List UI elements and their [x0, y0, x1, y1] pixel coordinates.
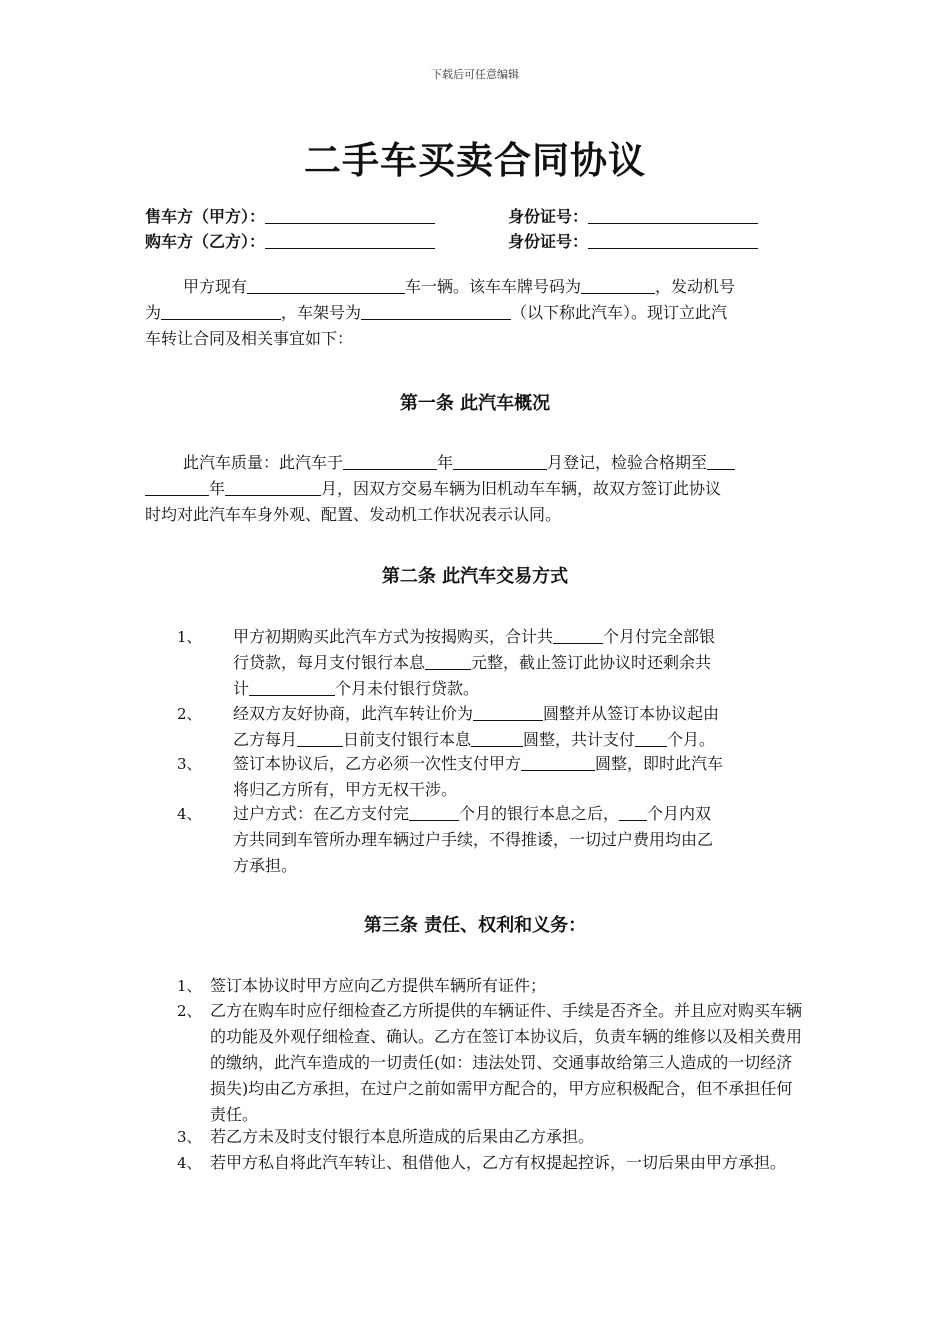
article-2-item-2-line-2	[233, 727, 715, 753]
article-2-heading: 第二条 此汽车交易方式	[381, 566, 569, 587]
transfer-price-blank[interactable]	[473, 706, 543, 721]
intro-line-2	[145, 300, 727, 326]
article-2-item-4-line-1	[233, 801, 711, 827]
article-2-item-4-line-3: 方承担。	[233, 856, 298, 875]
inspection-blank-a[interactable]	[707, 455, 735, 470]
item-text: 过户方式：在乙方支付完	[233, 804, 410, 823]
article-2-item-1-line-2	[233, 650, 711, 676]
article-1-line-3: 时均对此汽车车身外观、配置、发动机工作状况表示认同。	[145, 505, 562, 524]
intro-text: 为	[145, 303, 162, 322]
article-2-item-2-line-1	[233, 701, 719, 727]
inspection-month-blank[interactable]	[225, 481, 321, 496]
seller-id-row	[508, 204, 758, 227]
item-text: 乙方每月	[233, 730, 298, 749]
lump-sum-blank[interactable]	[521, 756, 595, 771]
seller-label: 售车方（甲方）：	[145, 207, 266, 226]
article-2-item-4-line-2: 方共同到车管所办理车辆过户手续，不得推诿，一切过户费用均由乙	[233, 830, 714, 849]
total-months-blank[interactable]	[553, 629, 603, 644]
item-text: 签订本协议后，乙方必须一次性支付甲方	[233, 754, 522, 773]
item-text: 个月内双	[647, 804, 712, 823]
article-3-heading: 第三条 责任、权利和义务：	[363, 915, 587, 936]
article-2-item-1-line-1	[233, 624, 715, 650]
plate-number-blank[interactable]	[581, 279, 655, 294]
item-text: 经双方友好协商，此汽车转让价为	[233, 704, 474, 723]
item-text: 个月未付银行贷款。	[335, 679, 480, 698]
register-year-blank[interactable]	[343, 455, 437, 470]
inspection-year-blank[interactable]	[145, 481, 209, 496]
article-3-item-3: 若乙方未及时支付银行本息所造成的后果由乙方承担。	[210, 1127, 595, 1146]
item-text: 行贷款，每月支付银行本息	[233, 653, 426, 672]
article-1-line-1	[183, 450, 735, 476]
item-text: 甲方初期购买此汽车方式为按揭购买，合计共	[233, 627, 554, 646]
list-item-number: 1、	[177, 977, 202, 995]
article-text: 月，因双方交易车辆为旧机动车车辆，故双方签订此协议	[321, 479, 722, 498]
article-2-item-3-line-1	[233, 751, 723, 777]
item-text: 圆整，即时此汽车	[595, 754, 724, 773]
buyer-name-blank[interactable]	[265, 234, 435, 249]
list-item-number: 4、	[177, 1154, 202, 1172]
item-text: 计	[233, 679, 250, 698]
article-1-line-2	[145, 476, 721, 502]
intro-text: （以下称此汽车）。现订立此汽	[511, 303, 728, 322]
item-text: 圆整，共计支付	[523, 730, 636, 749]
payment-amount-blank[interactable]	[471, 732, 523, 747]
payment-day-blank[interactable]	[297, 732, 343, 747]
intro-text: ，发动机号	[655, 277, 736, 296]
vin-blank[interactable]	[361, 305, 511, 320]
list-item-number: 1、	[177, 628, 202, 646]
seller-id-label: 身份证号：	[508, 207, 589, 226]
item-text: 个月。	[667, 730, 716, 749]
intro-line-1	[183, 274, 735, 300]
article-3-item-2: 乙方在购车时应仔细检查乙方所提供的车辆证件、手续是否齐全。并且应对购买车辆的功能及外观仔细检查、确认。乙方在签订本协议后，负责车辆的维修以及相关费用的缴纳，此汽车造成的一切责任(如：违法处罚、交通事故给第三人造成的一切经济损失)均由乙方承担，在过户之前如需甲方配合的，甲方应积极配合，但不承担任何责任。	[210, 1001, 803, 1124]
buyer-label: 购车方（乙方）：	[145, 232, 266, 251]
list-item-number: 4、	[177, 805, 202, 823]
article-2-item-1-line-3	[233, 676, 479, 702]
buyer-row	[145, 229, 435, 252]
intro-text: ，车架号为	[281, 303, 362, 322]
list-item-number: 2、	[177, 1002, 202, 1020]
article-text: 此汽车质量：此汽车于	[183, 453, 344, 472]
paid-months-blank[interactable]	[409, 806, 459, 821]
seller-id-blank[interactable]	[588, 209, 758, 224]
buyer-id-blank[interactable]	[588, 234, 758, 249]
list-item-number: 2、	[177, 705, 202, 723]
remaining-months-blank[interactable]	[249, 681, 335, 696]
register-month-blank[interactable]	[453, 455, 547, 470]
list-item-number: 3、	[177, 1128, 202, 1146]
item-text: 个月付完全部银	[603, 627, 716, 646]
engine-number-blank[interactable]	[161, 305, 281, 320]
intro-text: 车一辆。该车车牌号码为	[405, 277, 582, 296]
header-note: 下载后可任意编辑	[431, 68, 519, 81]
article-2-item-3-line-2: 将归乙方所有，甲方无权干涉。	[233, 780, 458, 799]
article-text: 月登记，检验合格期至	[547, 453, 708, 472]
buyer-id-row	[508, 229, 758, 252]
article-3-item-1: 签订本协议时甲方应向乙方提供车辆所有证件；	[210, 976, 547, 995]
intro-line-3: 车转让合同及相关事宜如下：	[145, 329, 354, 348]
page-title: 二手车买卖合同协议	[304, 139, 646, 182]
article-text: 年	[209, 479, 226, 498]
buyer-id-label: 身份证号：	[508, 232, 589, 251]
item-text: 日前支付银行本息	[343, 730, 472, 749]
item-text: 个月的银行本息之后，	[459, 804, 620, 823]
seller-name-blank[interactable]	[265, 209, 435, 224]
intro-text: 甲方现有	[183, 277, 248, 296]
transfer-within-months-blank[interactable]	[619, 806, 647, 821]
list-item-number: 3、	[177, 755, 202, 773]
payment-months-blank[interactable]	[635, 732, 667, 747]
item-text: 元整，截止签订此协议时还剩余共	[471, 653, 712, 672]
item-text: 圆整并从签订本协议起由	[543, 704, 720, 723]
article-3-item-4: 若甲方私自将此汽车转让、租借他人，乙方有权提起控诉，一切后果由甲方承担。	[210, 1153, 787, 1172]
article-text: 年	[437, 453, 454, 472]
car-model-blank[interactable]	[247, 279, 405, 294]
seller-row	[145, 204, 435, 227]
article-1-heading: 第一条 此汽车概况	[399, 393, 551, 414]
monthly-payment-blank[interactable]	[425, 655, 471, 670]
